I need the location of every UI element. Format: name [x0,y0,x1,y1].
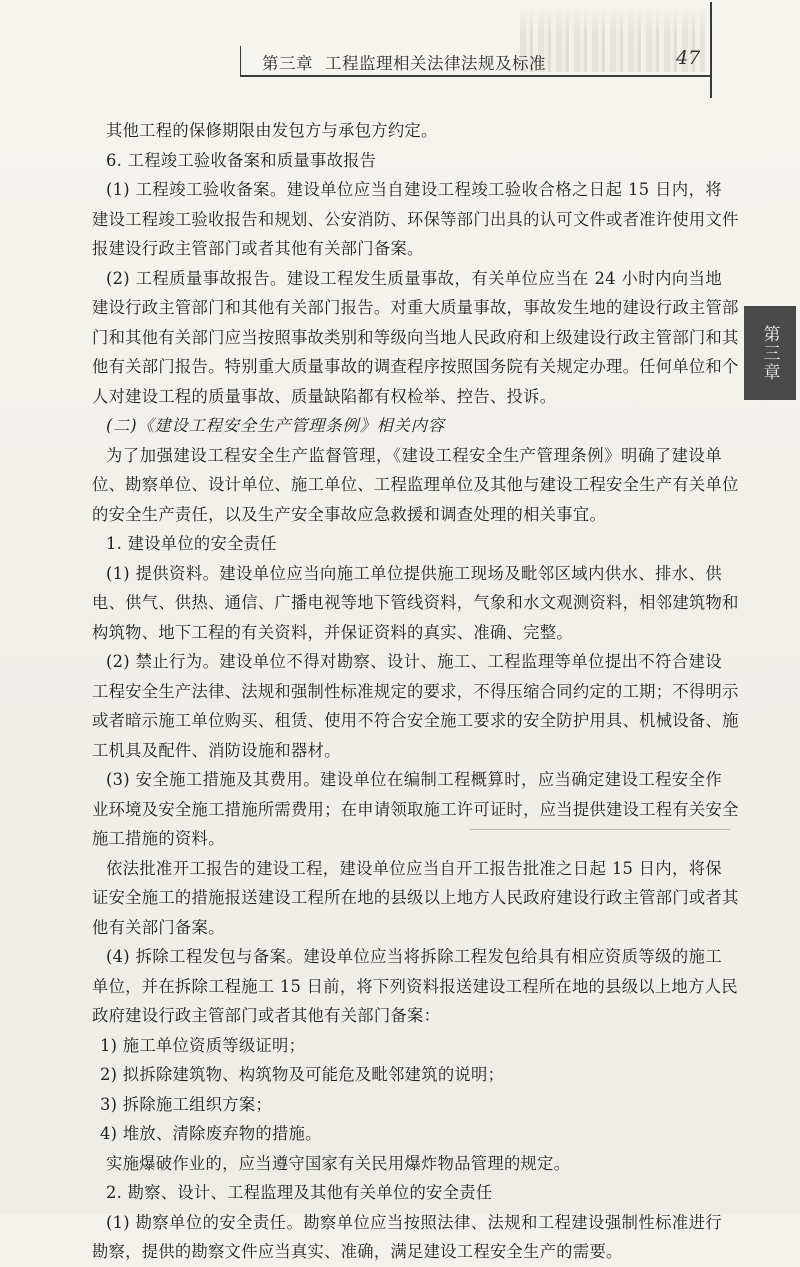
paragraph-line: 建设行政主管部门和其他有关部门报告。对重大质量事故，事故发生地的建设行政主管部 [92,298,739,317]
chapter-side-tab [744,306,796,400]
paragraph-line: 政府建设行政主管部门或者其他有关部门备案： [92,1006,441,1025]
header-vertical-rule [710,2,712,98]
running-header [0,0,800,100]
paragraph-line: 实施爆破作业的，应当遵守国家有关民用爆炸物品管理的规定。 [106,1153,571,1173]
paragraph-line: 门和其他有关部门应当按照事故类别和等级向当地人民政府和上级建设行政主管部门和其 [92,327,739,347]
paragraph-line: 电、供气、供热、通信、广播电视等地下管线资料，气象和水文观测资料，相邻建筑物和 [92,593,739,612]
paragraph-line: (2) 工程质量事故报告。建设工程发生质量事故，有关单位应当在 24 小时内向当地 [106,268,722,288]
paragraph-line: 他有关部门报告。特别重大质量事故的调查程序按照国务院有关规定办理。任何单位和个 [92,357,739,376]
body-text [92,116,739,1267]
header-rule [240,75,710,77]
paragraph-line: 工机具及配件、消防设施和器材。 [92,740,341,760]
header-chapter-title: 工程监理相关法律法规及标准 [325,54,546,73]
paragraph-line: 位、勘察单位、设计单位、施工单位、工程监理单位及其他与建设工程安全生产有关单位 [92,475,739,494]
paragraph-line: 为了加强建设工程安全生产监督管理，《建设工程安全生产管理条例》明确了建设单 [106,445,722,465]
paragraph-line: 勘察，提供的勘察文件应当真实、准确，满足建设工程安全生产的需要。 [92,1242,623,1261]
list-item: 2) 拟拆除建筑物、构筑物及可能危及毗邻建筑的说明； [100,1065,505,1084]
section-heading: 2. 勘察、设计、工程监理及其他有关单位的安全责任 [106,1183,493,1202]
paragraph-line: 工程安全生产法律、法规和强制性标准规定的要求，不得压缩合同约定的工期；不得明示 [92,681,739,701]
paragraph-line: 其他工程的保修期限由发包方与承包方约定。 [106,121,438,140]
paragraph-line: 施工措施的资料。 [92,829,225,848]
paragraph-line: 他有关部门备案。 [92,917,225,937]
header-divider [240,46,241,76]
page-number: 47 [676,47,701,69]
list-item: 1) 施工单位资质等级证明； [100,1035,306,1055]
section-heading: 1. 建设单位的安全责任 [106,534,277,553]
paragraph-line: 依法批准开工报告的建设工程，建设单位应当自开工报告批准之日起 15 日内，将保 [106,858,722,878]
paragraph-line: 人对建设工程的质量事故、质量缺陷都有权检举、控告、投诉。 [92,386,557,406]
paragraph-line: (1) 勘察单位的安全责任。勘察单位应当按照法律、法规和工程建设强制性标准进行 [106,1212,722,1232]
paragraph-line: 建设工程竣工验收报告和规划、公安消防、环保等部门出具的认可文件或者准许使用文件 [92,209,739,229]
header-chapter: 第三章 [262,54,313,73]
paragraph-line: (4) 拆除工程发包与备案。建设单位应当将拆除工程发包给具有相应资质等级的施工 [106,947,722,966]
chapter-side-tab-label: 第三章 [759,324,780,382]
section-heading: 6. 工程竣工验收备案和质量事故报告 [106,150,377,170]
paragraph-line: 报建设行政主管部门或者其他有关部门备案。 [92,239,424,258]
paragraph-line: (1) 提供资料。建设单位应当向施工单位提供施工现场及毗邻区域内供水、排水、供 [106,563,722,583]
header-title [262,50,546,74]
paragraph-line: 单位，并在拆除工程施工 15 日前，将下列资料报送建设工程所在地的县级以上地方人民 [92,976,738,996]
paragraph-line: 的安全生产责任，以及生产安全事故应急救援和调查处理的相关事宜。 [92,504,607,524]
paragraph-line: (3) 安全施工措施及其费用。建设单位在编制工程概算时，应当确定建设工程安全作 [106,770,722,789]
paragraph-line: 业环境及安全施工措施所需费用；在申请领取施工许可证时，应当提供建设工程有关安全 [92,799,739,819]
paragraph-line: 构筑物、地下工程的有关资料，并保证资料的真实、准确、完整。 [92,622,573,642]
paragraph-line: 证安全施工的措施报送建设工程所在地的县级以上地方人民政府建设行政主管部门或者其 [92,888,739,907]
list-item: 4) 堆放、清除废弃物的措施。 [100,1124,322,1143]
list-item: 3) 拆除施工组织方案； [100,1094,273,1114]
paragraph-line: (1) 工程竣工验收备案。建设单位应当自建设工程竣工验收合格之日起 15 日内，将 [106,180,722,199]
paragraph-line: 或者暗示施工单位购买、租赁、使用不符合安全施工要求的安全防护用具、机械设备、施 [92,711,739,730]
paragraph-line: (2) 禁止行为。建设单位不得对勘察、设计、施工、工程监理等单位提出不符合建设 [106,652,722,671]
section-heading: (二)《建设工程安全生产管理条例》相关内容 [106,416,445,435]
